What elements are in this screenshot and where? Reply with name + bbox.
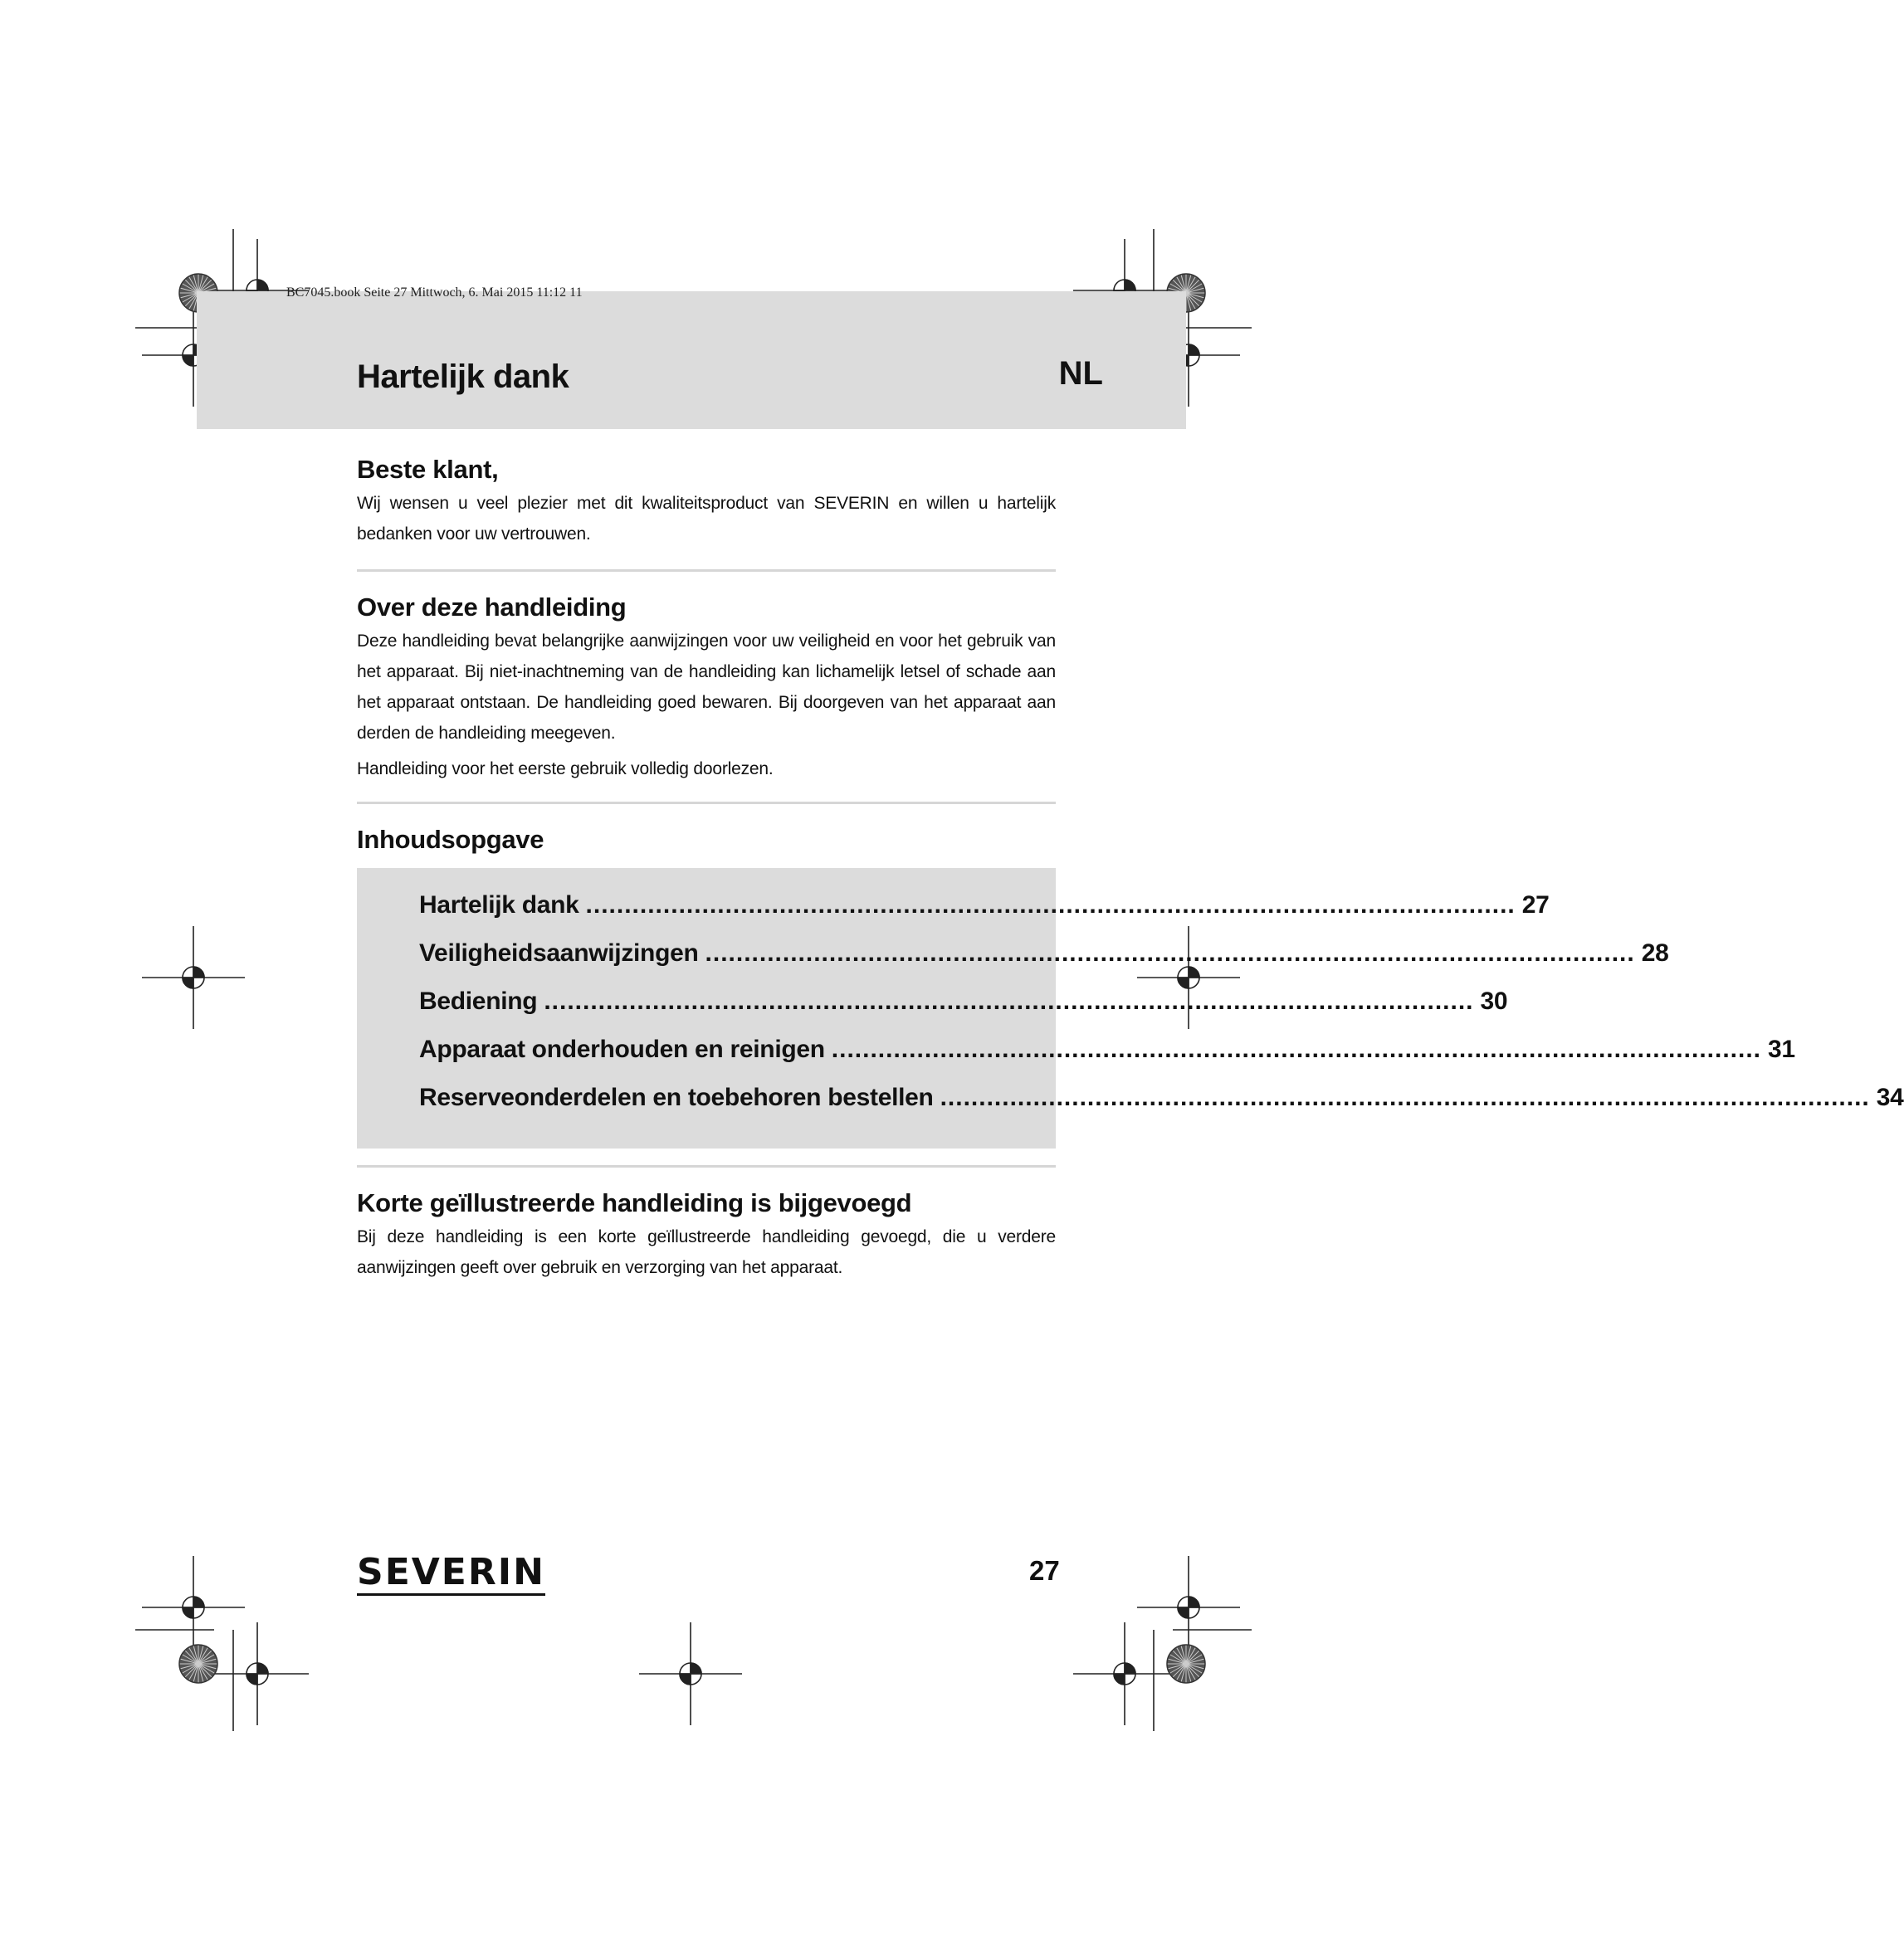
toc-item-page: 27 [1521,891,1550,919]
print-meta-line: BC7045.book Seite 27 Mittwoch, 6. Mai 2015 11:12 11 [286,285,583,300]
toc-item[interactable] [419,939,1669,973]
about-note: Handleiding voor het eerste gebruik volledig doorlezen. [357,759,774,778]
crosshair-mark [142,926,245,1029]
quickguide-text: Bij deze handleiding is een korte geïllustreerde handleiding gevoegd, die u verdere aanwijzingen geeft over gebruik en verzorging van het apparaat. [357,1227,1056,1277]
toc-heading: Inhoudsopgave [357,825,544,854]
toc-leader-dots: ........................................................................................................................ [585,891,1516,919]
crosshair-mark [142,1556,245,1659]
greeting-text: Wij wensen u veel plezier met dit kwaliteitsproduct van SEVERIN en willen u hartelijk bedanken voor uw vertrouwen. [357,494,1056,544]
page-title: Hartelijk dank [357,358,569,395]
header-band [197,291,1186,429]
section-divider [357,802,1056,804]
toc-leader-dots: ........................................................................................................................ [705,939,1635,967]
language-code: NL [1058,355,1103,392]
toc-item-title: Veiligheidsaanwijzingen [419,939,699,967]
toc-item-title: Apparaat onderhouden en reinigen [419,1036,825,1063]
toc-item-page: 30 [1480,988,1508,1015]
section-divider [357,1165,1056,1168]
toc-item[interactable] [419,988,1508,1021]
toc-item[interactable] [419,891,1550,924]
crosshair-mark [1137,1556,1240,1659]
toc-leader-dots: ........................................................................................................................ [831,1036,1761,1063]
quickguide-heading: Korte geïllustreerde handleiding is bijgevoegd [357,1188,912,1217]
toc-leader-dots: ........................................................................................................................ [544,988,1474,1015]
page-number: 27 [1029,1555,1060,1586]
toc-item-title: Hartelijk dank [419,891,579,919]
toc-box [357,868,1904,1149]
toc-item-title: Reserveonderdelen en toebehoren bestellen [419,1084,934,1111]
toc-item-page: 28 [1641,939,1669,967]
toc-leader-dots: ........................................................................................................................ [940,1084,1870,1111]
about-text: Deze handleiding bevat belangrijke aanwijzingen voor uw veiligheid en voor het gebruik van het apparaat. Bij niet-inachtneming van de handleiding kan lichamelijk letsel of schade aan het apparaat ontstaan. De handleiding goed bewaren. Bij doorgeven van het apparaat aan derden de handleiding meegeven. [357,632,1056,743]
quickguide-section [357,1188,1056,1283]
brand-logo: SEVERIN [357,1553,545,1596]
greeting-section [357,455,1056,549]
about-section [357,593,1056,784]
toc-item[interactable] [419,1036,1795,1069]
crosshair-mark [1073,1622,1176,1725]
about-heading: Over deze handleiding [357,593,627,622]
crosshair-mark [206,1622,309,1725]
toc-section [357,825,1056,855]
crosshair-mark [639,1622,742,1725]
registration-rosette [179,1645,217,1683]
toc-item[interactable] [419,1084,1904,1117]
toc-item-title: Bediening [419,988,538,1015]
greeting-heading: Beste klant, [357,455,499,484]
section-divider [357,569,1056,572]
registration-rosette [1167,1645,1205,1683]
toc-item-page: 31 [1768,1036,1795,1063]
toc-item-page: 34 [1876,1084,1904,1111]
